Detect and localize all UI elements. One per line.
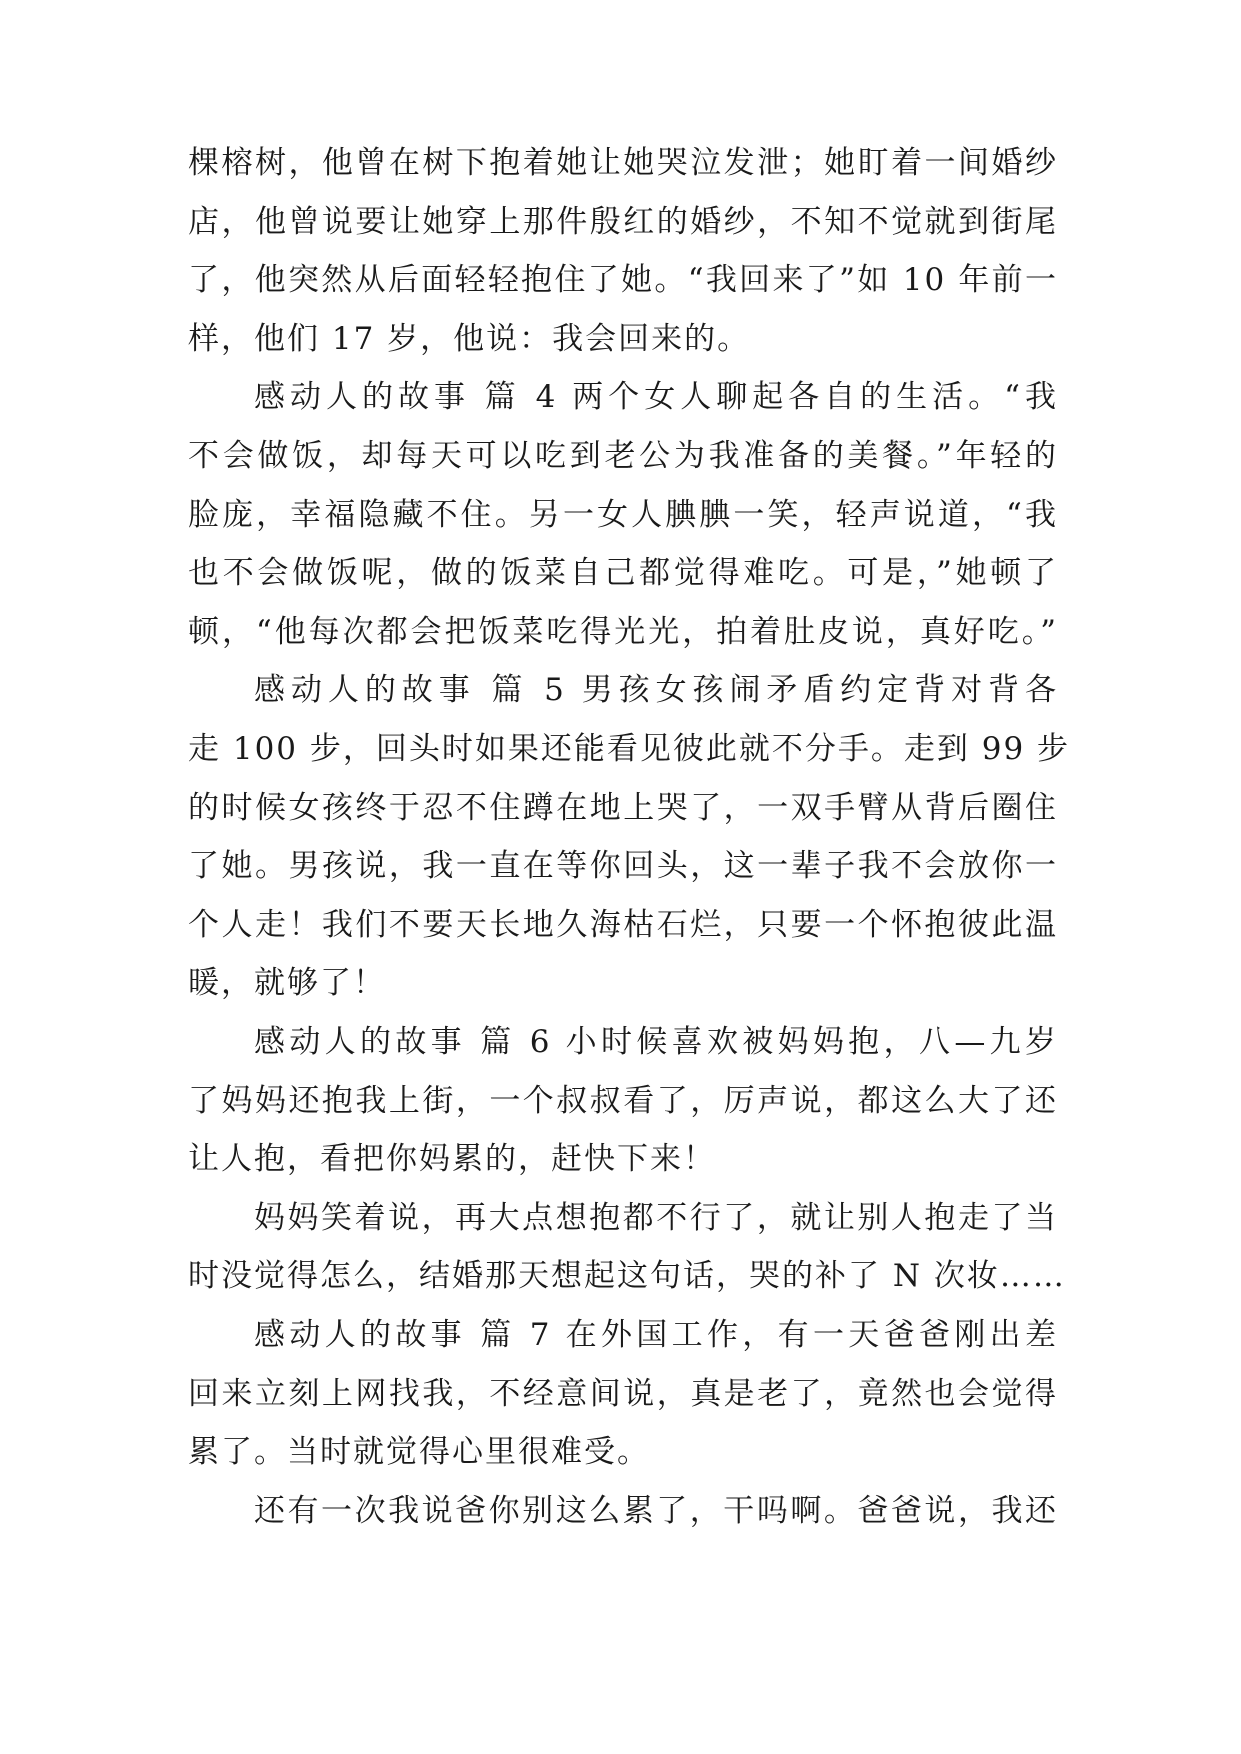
text-line: 累了。当时就觉得心里很难受。 (188, 1434, 650, 1470)
text-line: 让人抱，看把你妈累的，赶快下来！ (188, 1141, 716, 1177)
text-line: 脸庞，幸福隐藏不住。另一女人腆腆一笑，轻声说道，“我 (188, 497, 1058, 533)
text-line: 店，他曾说要让她穿上那件殷红的婚纱，不知不觉就到街尾 (188, 204, 1058, 240)
paragraph-start-line: 感动人的故事 篇 4 两个女人聊起各自的生活。“我 (254, 379, 1058, 415)
text-line: 不会做饭，却每天可以吃到老公为我准备的美餐。”年轻的 (188, 438, 1058, 474)
paragraph-start-line: 妈妈笑着说，再大点想抱都不行了，就让别人抱走了当 (254, 1200, 1058, 1236)
text-line: 个人走！我们不要天长地久海枯石烂，只要一个怀抱彼此温 (188, 907, 1058, 943)
paragraph-start-line: 还有一次我说爸你别这么累了，干吗啊。爸爸说，我还 (254, 1493, 1058, 1529)
text-line: 暖，就够了！ (188, 965, 386, 1001)
text-line: 棵榕树，他曾在树下抱着她让她哭泣发泄；她盯着一间婚纱 (188, 145, 1058, 181)
paragraph-start-line: 感动人的故事 篇 5 男孩女孩闹矛盾约定背对背各 (254, 672, 1058, 708)
text-line: 的时候女孩终于忍不住蹲在地上哭了，一双手臂从背后圈住 (188, 790, 1058, 826)
text-line: 了她。男孩说，我一直在等你回头，这一辈子我不会放你一 (188, 848, 1058, 884)
text-line: 了妈妈还抱我上街，一个叔叔看了，厉声说，都这么大了还 (188, 1083, 1058, 1119)
paragraph-start-line: 感动人的故事 篇 7 在外国工作，有一天爸爸刚出差 (254, 1317, 1058, 1353)
text-line: 走 100 步，回头时如果还能看见彼此就不分手。走到 99 步 (188, 731, 1071, 767)
text-line: 顿，“他每次都会把饭菜吃得光光，拍着肚皮说，真好吃。” (188, 614, 1058, 650)
text-line: 样，他们 17 岁，他说：我会回来的。 (188, 321, 751, 357)
text-line: 了，他突然从后面轻轻抱住了她。“我回来了”如 10 年前一 (188, 262, 1058, 298)
text-line: 回来立刻上网找我，不经意间说，真是老了，竟然也会觉得 (188, 1376, 1058, 1412)
paragraph-start-line: 感动人的故事 篇 6 小时候喜欢被妈妈抱，八—九岁 (254, 1024, 1058, 1060)
text-line: 时没觉得怎么，结婚那天想起这句话，哭的补了 N 次妆…… (188, 1258, 1066, 1294)
text-line: 也不会做饭呢，做的饭菜自己都觉得难吃。可是，”她顿了 (188, 555, 1058, 591)
